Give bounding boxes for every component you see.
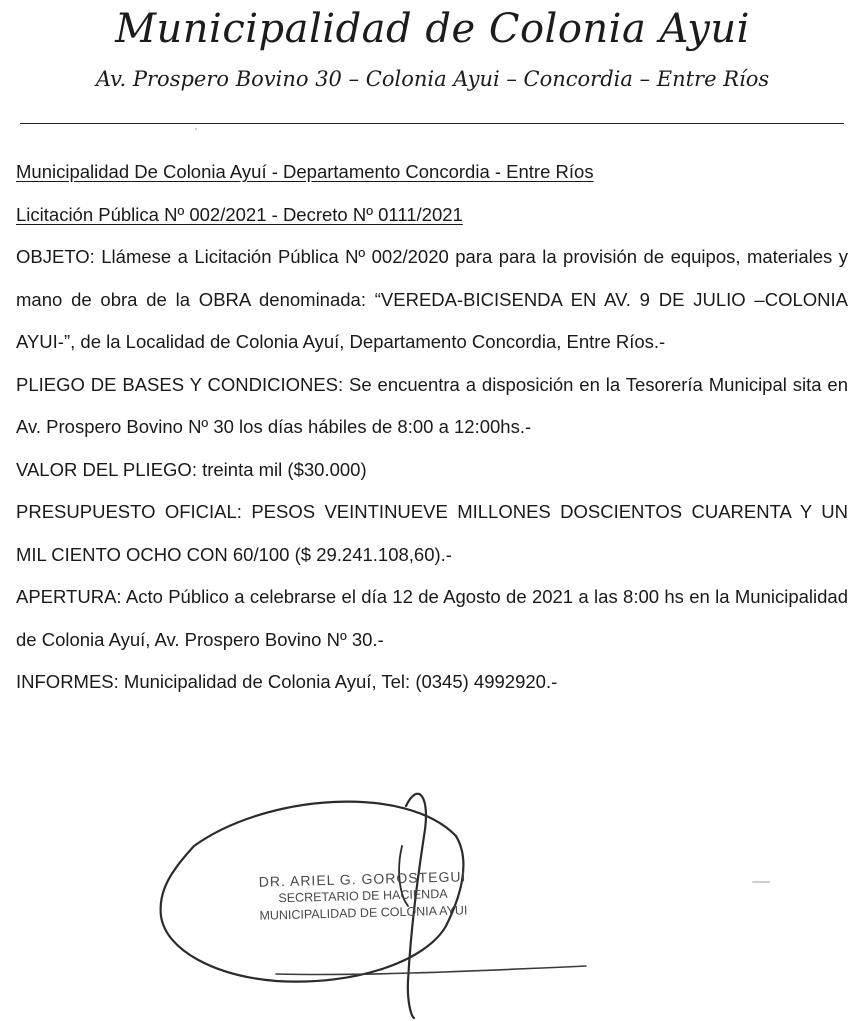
scan-mark	[752, 881, 770, 883]
notice-heading-tender: Licitación Pública Nº 002/2021 - Decreto Nº 0111/2021	[16, 203, 463, 225]
notice-body	[16, 151, 848, 704]
notice-informes: INFORMES: Municipalidad de Colonia Ayuí, Tel: (0345) 4992920.-	[16, 671, 558, 692]
header-title: Municipalidad de Colonia Ayui	[115, 6, 750, 52]
notice-pliego: PLIEGO DE BASES Y CONDICIONES: Se encuentra a disposición en la Tesorería Municipal sita en Av. Prospero Bovino Nº 30 los días hábiles de 8:00 a 12:00hs.-	[16, 373, 848, 437]
stamp-org: MUNICIPALIDAD DE COLONIA AYUI	[259, 903, 468, 923]
notice-objeto: OBJETO: Llámese a Licitación Pública Nº 002/2020 para para la provisión de equipos, materiales y mano de obra de la OBRA denominada: “VEREDA-BICISENDA EN AV. 9 DE JULIO –COLONIA AYUI-”, de la Localidad de Colonia Ayuí, Departamento Concordia, Entre Ríos.-	[16, 246, 848, 352]
notice-heading-municipality: Municipalidad De Colonia Ayuí - Departamento Concordia - Entre Ríos	[16, 161, 594, 182]
official-stamp	[247, 868, 478, 925]
signature-block	[156, 776, 616, 1021]
notice-apertura: APERTURA: Acto Público a celebrarse el día 12 de Agosto de 2021 a las 8:00 hs en la Municipalidad de Colonia Ayuí, Av. Prospero Bovino Nº 30.-	[16, 586, 848, 650]
header-divider	[20, 123, 844, 124]
scan-speck	[195, 128, 197, 130]
header-address: Av. Prospero Bovino 30 – Colonia Ayui – Concordia – Entre Ríos	[95, 67, 770, 91]
notice-valor: VALOR DEL PLIEGO: treinta mil ($30.000)	[16, 458, 367, 480]
notice-presupuesto: PRESUPUESTO OFICIAL: PESOS VEINTINUEVE MILLONES DOSCIENTOS CUARENTA Y UN MIL CIENTO OCHO CON 60/100 ($ 29.241.108,60).-	[16, 501, 848, 565]
stamp-role: SECRETARIO DE HACIENDA	[278, 886, 448, 906]
stamp-name: DR. ARIEL G. GOROSTEGUI	[258, 868, 467, 890]
